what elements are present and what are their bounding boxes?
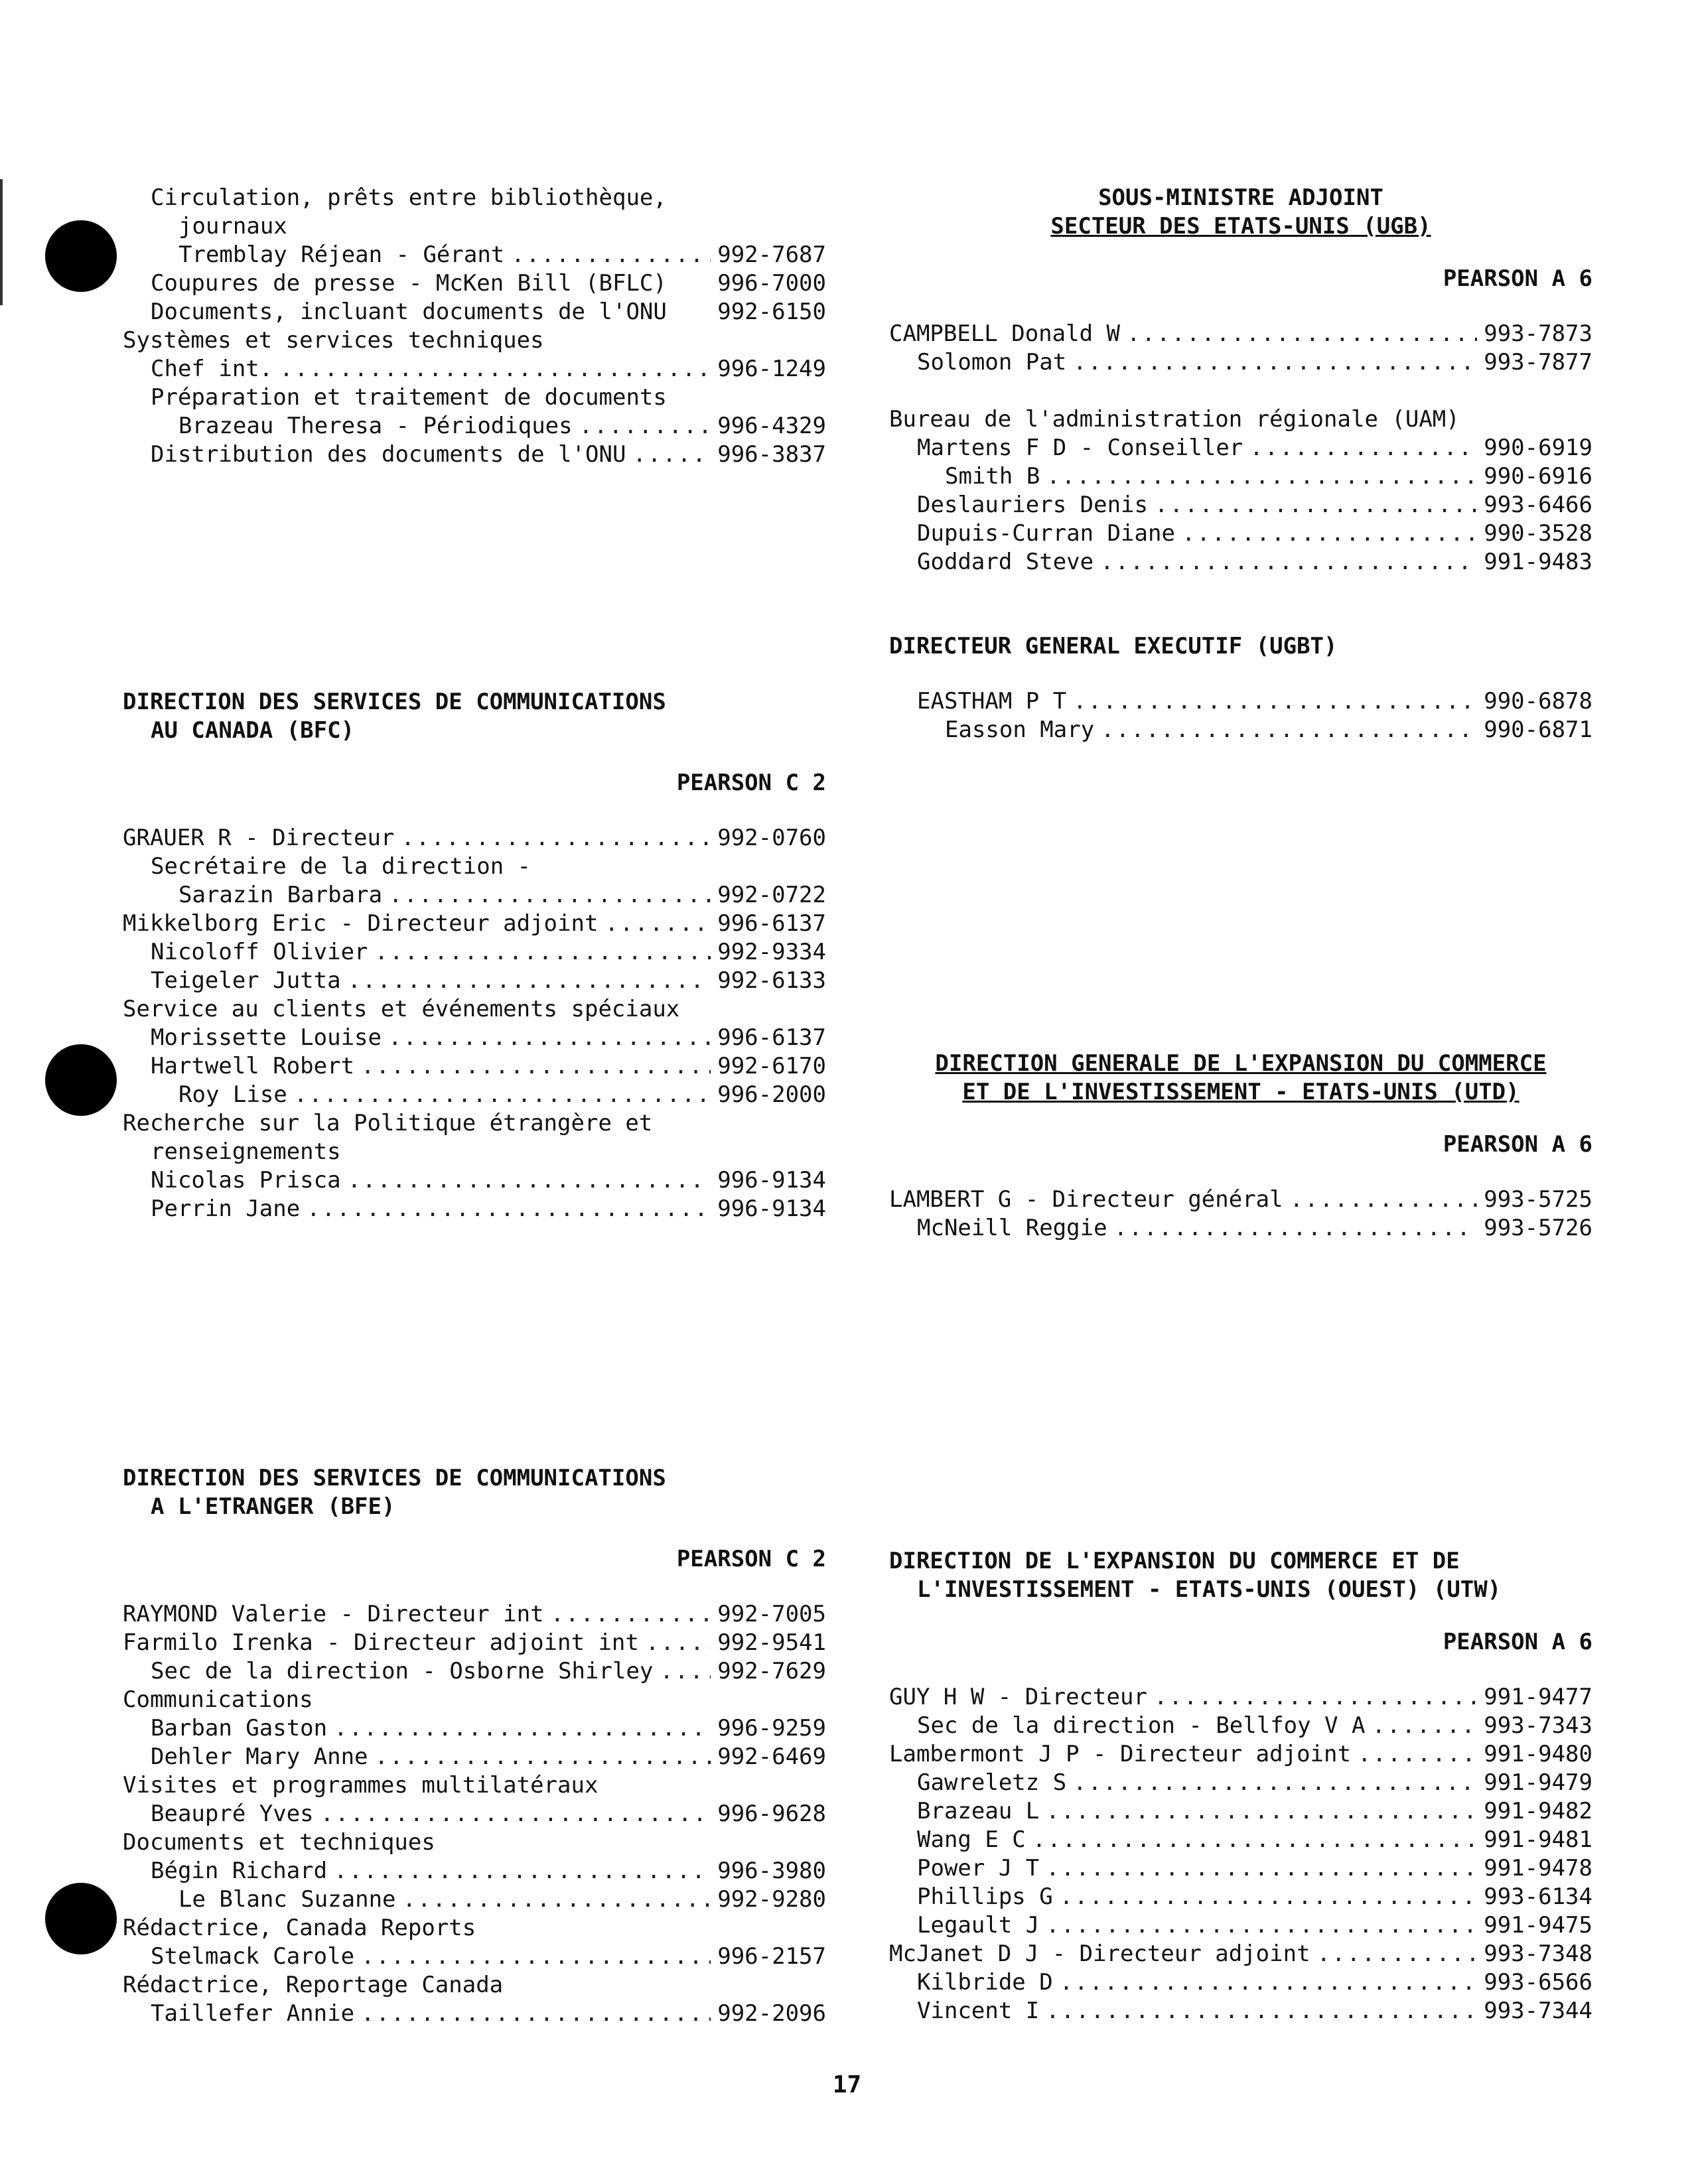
phone-number: 992-7005	[717, 1601, 826, 1627]
phone-number: 992-7629	[717, 1658, 826, 1684]
directory-entry	[889, 1769, 1592, 1797]
entry-name: Farmilo Irenka - Directeur adjoint int	[123, 1629, 639, 1656]
entry-name: Barban Gaston	[151, 1715, 328, 1741]
section-heading	[889, 1050, 1592, 1078]
directory-entry	[889, 1911, 1592, 1940]
dot-leader	[1060, 1968, 1478, 1997]
entry-name: Bégin Richard	[151, 1858, 328, 1884]
entry-name: Chef int.	[151, 356, 273, 382]
phone-number: 993-7343	[1484, 1712, 1592, 1739]
underlined-heading-text: DIRECTION GENERALE DE L'EXPANSION DU COMMERCE	[935, 1050, 1547, 1077]
entry-name: Systèmes et services techniques	[123, 327, 544, 354]
phone-number: 993-6134	[1484, 1883, 1592, 1910]
directory-entry	[123, 995, 826, 1024]
phone-number: 992-0760	[717, 825, 826, 851]
phone-number: 990-3528	[1484, 520, 1592, 547]
dot-leader	[579, 412, 711, 441]
entry-list	[889, 687, 1592, 744]
entry-name: Smith B	[945, 463, 1040, 490]
directory-entry	[889, 491, 1592, 519]
entry-list	[889, 320, 1592, 377]
phone-number: 993-7877	[1484, 349, 1592, 375]
dot-leader	[1046, 1997, 1477, 2025]
entry-name: Morissette Louise	[151, 1024, 382, 1051]
directory-entry	[889, 1997, 1592, 2025]
dot-leader	[1046, 1854, 1477, 1883]
right-column	[889, 0, 1592, 2184]
library-services-block	[123, 184, 826, 469]
phone-number: 993-5725	[1484, 1186, 1592, 1213]
directory-entry	[123, 412, 826, 441]
phone-number: 996-4329	[717, 413, 826, 439]
entry-name: Gawreletz S	[917, 1769, 1067, 1796]
directory-entry	[889, 1186, 1592, 1214]
phone-number: 990-6878	[1484, 688, 1592, 715]
dot-leader	[1073, 687, 1477, 716]
phone-number: 990-6916	[1484, 463, 1592, 490]
directory-entry	[123, 326, 826, 355]
dot-leader	[320, 1800, 711, 1828]
directory-entry	[123, 184, 826, 212]
entry-name: Dupuis-Curran Diane	[917, 520, 1175, 547]
dot-leader	[660, 1657, 711, 1686]
entry-name: Documents et techniques	[123, 1829, 435, 1856]
entry-name: Lambermont J P - Directeur adjoint	[889, 1741, 1351, 1767]
phone-number: 996-7000	[717, 270, 826, 297]
underlined-heading-text: ET DE L'INVESTISSEMENT - ETATS-UNIS (UTD)	[962, 1079, 1519, 1105]
entry-name: Roy Lise	[178, 1081, 287, 1108]
entry-name: Perrin Jane	[151, 1195, 301, 1222]
phone-number: 996-9134	[717, 1167, 826, 1194]
entry-name: Distribution des documents de l'ONU	[151, 441, 626, 468]
phone-number: 992-6150	[717, 299, 826, 325]
dot-leader	[361, 2000, 711, 2028]
phone-number: 996-9628	[717, 1801, 826, 1827]
phone-number: 991-9482	[1484, 1798, 1592, 1824]
directory-entry	[123, 298, 826, 326]
dot-leader	[294, 1081, 711, 1109]
directory-entry	[123, 1109, 826, 1138]
directory-entry	[889, 1797, 1592, 1826]
entry-name: GRAUER R - Directeur	[123, 825, 395, 851]
directory-entry	[889, 1740, 1592, 1769]
dot-leader	[348, 967, 711, 995]
dot-leader	[1155, 491, 1477, 519]
dot-leader	[632, 441, 711, 469]
directory-entry	[889, 519, 1592, 548]
directory-entry	[123, 1657, 826, 1686]
directory-entry	[123, 1714, 826, 1743]
entry-name: RAYMOND Valerie - Directeur int	[123, 1601, 544, 1627]
location-label: PEARSON A 6	[1443, 1131, 1592, 1158]
phone-number: 992-6469	[717, 1743, 826, 1770]
entry-name: renseignements	[151, 1138, 341, 1165]
section-heading: DIRECTION DES SERVICES DE COMMUNICATIONS	[123, 1465, 666, 1491]
phone-number: 993-7344	[1484, 1998, 1592, 2024]
entry-name: Goddard Steve	[917, 549, 1094, 575]
phone-number: 992-0722	[717, 882, 826, 908]
directory-entry	[123, 441, 826, 469]
phone-number: 993-7348	[1484, 1941, 1592, 1967]
entry-name: Beaupré Yves	[151, 1801, 314, 1827]
phone-number: 996-1249	[717, 356, 826, 382]
phone-number: 990-6919	[1484, 435, 1592, 461]
directory-entry	[123, 1828, 826, 1857]
entry-name: Vincent I	[917, 1998, 1040, 2024]
directory-entry	[123, 1600, 826, 1629]
phone-number: 991-9481	[1484, 1826, 1592, 1853]
entry-name: journaux	[178, 213, 287, 239]
entry-name: Mikkelborg Eric - Directeur adjoint	[123, 910, 599, 937]
entry-name: LAMBERT G - Directeur général	[889, 1186, 1283, 1213]
directory-entry	[889, 1940, 1592, 1968]
phone-number: 996-9134	[717, 1195, 826, 1222]
section-heading: DIRECTION DE L'EXPANSION DU COMMERCE ET DE	[889, 1548, 1460, 1574]
location-label: PEARSON C 2	[676, 770, 826, 796]
phone-number: 996-6137	[717, 1024, 826, 1051]
directory-entry	[123, 1195, 826, 1223]
phone-number: 990-6871	[1484, 717, 1592, 743]
entry-list	[889, 1186, 1592, 1243]
phone-number: 996-2000	[717, 1081, 826, 1108]
section-heading-line2: AU CANADA (BFC)	[151, 717, 355, 744]
entry-name: Tremblay Réjean - Gérant	[178, 241, 505, 268]
directory-entry	[889, 716, 1592, 744]
punch-hole-bottom	[45, 1883, 117, 1954]
entry-name: Dehler Mary Anne	[151, 1743, 368, 1770]
section-heading-line2	[889, 212, 1592, 241]
entry-list	[123, 824, 826, 1223]
directory-entry	[123, 1138, 826, 1166]
entry-name: Nicolas Prisca	[151, 1167, 341, 1194]
dot-leader	[334, 1857, 711, 1885]
directory-entry	[123, 1971, 826, 2000]
dot-leader	[1290, 1186, 1478, 1214]
directory-entry	[123, 910, 826, 938]
dot-leader	[1372, 1712, 1478, 1740]
directory-entry	[123, 241, 826, 269]
entry-name: Brazeau L	[917, 1798, 1040, 1824]
dot-leader	[511, 241, 711, 269]
directory-entry	[123, 1885, 826, 1914]
directory-entry	[889, 687, 1592, 716]
entry-name: Legault J	[917, 1912, 1040, 1939]
entry-name: Documents, incluant documents de l'ONU	[151, 299, 667, 325]
directory-entry	[123, 1743, 826, 1771]
entry-name: Kilbride D	[917, 1969, 1053, 1996]
directory-entry	[889, 1826, 1592, 1854]
dot-leader	[1317, 1940, 1478, 1968]
entry-name: Martens F D - Conseiller	[917, 435, 1243, 461]
entry-list	[889, 434, 1592, 577]
phone-number: 992-6133	[717, 967, 826, 994]
section-heading-line2: A L'ETRANGER (BFE)	[151, 1493, 395, 1520]
entry-name: McJanet D J - Directeur adjoint	[889, 1941, 1310, 1967]
phone-number: 996-6137	[717, 910, 826, 937]
dot-leader	[403, 1885, 711, 1914]
directory-entry	[889, 1968, 1592, 1997]
entry-name: Solomon Pat	[917, 349, 1067, 375]
directory-entry	[123, 1914, 826, 1943]
entry-name: Power J T	[917, 1855, 1040, 1881]
entry-name: Préparation et traitement de documents	[151, 384, 667, 411]
dot-leader	[604, 910, 711, 938]
entry-name: EASTHAM P T	[917, 688, 1067, 715]
entry-name: Recherche sur la Politique étrangère et	[123, 1110, 653, 1136]
dot-leader	[361, 1943, 711, 1971]
directory-entry	[123, 938, 826, 967]
dot-leader	[1182, 519, 1477, 548]
directory-entry	[123, 1857, 826, 1885]
phone-number: 992-6170	[717, 1053, 826, 1079]
entry-name: Wang E C	[917, 1826, 1026, 1853]
phone-number: 991-9480	[1484, 1741, 1592, 1767]
entry-name: McNeill Reggie	[917, 1215, 1107, 1241]
dot-leader	[1127, 320, 1477, 348]
entry-name: Sec de la direction - Bellfoy V A	[917, 1712, 1366, 1739]
entry-name: Brazeau Theresa - Périodiques	[178, 413, 573, 439]
entry-name: Nicoloff Olivier	[151, 939, 368, 965]
directory-entry	[123, 355, 826, 383]
phone-number: 993-6566	[1484, 1969, 1592, 1996]
dot-leader	[375, 938, 711, 967]
directory-entry	[889, 348, 1592, 377]
phone-number: 996-3980	[717, 1858, 826, 1884]
directory-entry	[889, 548, 1592, 577]
entry-name: Sec de la direction - Osborne Shirley	[151, 1658, 654, 1684]
dot-leader	[348, 1166, 711, 1195]
underlined-heading-text: SECTEUR DES ETATS-UNIS (UGB)	[1050, 213, 1431, 239]
dot-leader	[1046, 462, 1477, 491]
entry-name: Phillips G	[917, 1883, 1053, 1910]
directory-entry	[889, 320, 1592, 348]
dot-leader	[1100, 548, 1477, 577]
directory-entry	[123, 383, 826, 412]
directory-entry	[123, 1771, 826, 1800]
phone-number: 992-7687	[717, 241, 826, 268]
directory-entry	[123, 212, 826, 241]
section-heading: SOUS-MINISTRE ADJOINT	[1098, 184, 1383, 211]
section-ugbt	[889, 632, 1592, 744]
directory-entry	[889, 1883, 1592, 1911]
section-heading-line2	[889, 1078, 1592, 1107]
directory-entry	[123, 2000, 826, 2028]
entry-name: Hartwell Robert	[151, 1053, 355, 1079]
entry-name: Coupures de presse - McKen Bill (BFLC)	[151, 270, 667, 297]
directory-entry	[123, 1081, 826, 1109]
phone-number: 993-5726	[1484, 1215, 1592, 1241]
dot-leader	[646, 1629, 711, 1657]
entry-list	[889, 1683, 1592, 2025]
entry-name: CAMPBELL Donald W	[889, 320, 1120, 347]
entry-name: Communications	[123, 1686, 313, 1713]
entry-name: Le Blanc Suzanne	[178, 1886, 396, 1913]
phone-number: 991-9479	[1484, 1769, 1592, 1796]
directory-entry	[123, 1166, 826, 1195]
subsection-title: Bureau de l'administration régionale (UAM)	[889, 406, 1460, 433]
entry-name: Rédactrice, Canada Reports	[123, 1915, 476, 1941]
phone-number: 996-3837	[717, 441, 826, 468]
dot-leader	[1073, 1769, 1477, 1797]
punch-hole-top	[45, 220, 117, 292]
dot-leader	[1249, 434, 1477, 462]
entry-name: Service au clients et événements spéciaux	[123, 996, 680, 1022]
entry-name: Secrétaire de la direction -	[151, 853, 531, 880]
phone-number: 992-9541	[717, 1629, 826, 1656]
phone-number: 996-2157	[717, 1943, 826, 1970]
section-bfe	[123, 1464, 826, 2028]
directory-entry	[123, 1943, 826, 1971]
directory-entry	[123, 1800, 826, 1828]
phone-number: 993-6466	[1484, 492, 1592, 518]
directory-entry	[123, 967, 826, 995]
phone-number: 991-9477	[1484, 1684, 1592, 1710]
directory-entry	[123, 269, 826, 298]
phone-number: 992-9334	[717, 939, 826, 965]
section-heading: DIRECTION DES SERVICES DE COMMUNICATIONS	[123, 689, 666, 715]
page-number: 17	[832, 2071, 862, 2098]
directory-entry	[123, 853, 826, 881]
dot-leader	[361, 1052, 711, 1081]
dot-leader	[1154, 1683, 1477, 1712]
entry-name: Circulation, prêts entre bibliothèque,	[151, 184, 667, 211]
dot-leader	[279, 355, 711, 383]
phone-number: 992-9280	[717, 1886, 826, 1913]
section-heading: DIRECTEUR GENERAL EXECUTIF (UGBT)	[889, 633, 1338, 659]
entry-name: Teigeler Jutta	[151, 967, 341, 994]
dot-leader	[1101, 716, 1477, 744]
dot-leader	[1358, 1740, 1477, 1769]
entry-name: Deslauriers Denis	[917, 492, 1148, 518]
section-heading-line2: L'INVESTISSEMENT - ETATS-UNIS (OUEST) (UTW)	[917, 1576, 1502, 1603]
directory-entry	[889, 1683, 1592, 1712]
directory-entry	[123, 1024, 826, 1052]
dot-leader	[1046, 1911, 1477, 1940]
dot-leader	[401, 824, 711, 853]
entry-name: Easson Mary	[945, 717, 1095, 743]
directory-entry	[889, 1214, 1592, 1243]
phone-number: 996-9259	[717, 1715, 826, 1741]
section-utw	[889, 1547, 1592, 2025]
dot-leader	[1060, 1883, 1478, 1911]
entry-name: Sarazin Barbara	[178, 882, 383, 908]
entry-name: Rédactrice, Reportage Canada	[123, 1972, 504, 1998]
directory-entry	[123, 881, 826, 910]
entry-name: GUY H W - Directeur	[889, 1684, 1147, 1710]
entry-name: Visites et programmes multilatéraux	[123, 1772, 599, 1799]
dot-leader	[388, 1024, 711, 1052]
phone-number: 991-9478	[1484, 1855, 1592, 1881]
dot-leader	[1073, 348, 1477, 377]
section-bfc	[123, 688, 826, 1223]
directory-entry	[123, 1052, 826, 1081]
dot-leader	[1032, 1826, 1477, 1854]
directory-entry	[123, 1629, 826, 1657]
phone-number: 991-9483	[1484, 549, 1592, 575]
directory-entry	[123, 824, 826, 853]
directory-entry	[889, 1712, 1592, 1740]
directory-entry	[889, 462, 1592, 491]
section-utd	[889, 1050, 1592, 1243]
location-label: PEARSON A 6	[1443, 265, 1592, 292]
phone-number: 991-9475	[1484, 1912, 1592, 1939]
directory-entry	[889, 1854, 1592, 1883]
dot-leader	[375, 1743, 711, 1771]
directory-entry	[123, 1686, 826, 1714]
phone-number: 993-7873	[1484, 320, 1592, 347]
phone-number: 992-2096	[717, 2000, 826, 2027]
left-column	[123, 0, 826, 2184]
location-label: PEARSON C 2	[676, 1546, 826, 1572]
dot-leader	[1114, 1214, 1478, 1243]
page-edge-mark	[0, 179, 3, 305]
punch-hole-middle	[45, 1044, 117, 1116]
section-ugb	[889, 184, 1592, 577]
entry-name: Taillefer Annie	[151, 2000, 355, 2027]
dot-leader	[307, 1195, 711, 1223]
dot-leader	[551, 1600, 711, 1629]
location-label: PEARSON A 6	[1443, 1629, 1592, 1655]
directory-entry	[889, 434, 1592, 462]
entry-list	[123, 1600, 826, 2028]
entry-list	[123, 184, 826, 469]
dot-leader	[1046, 1797, 1477, 1826]
entry-name: Stelmack Carole	[151, 1943, 355, 1970]
dot-leader	[389, 881, 711, 910]
dot-leader	[334, 1714, 711, 1743]
